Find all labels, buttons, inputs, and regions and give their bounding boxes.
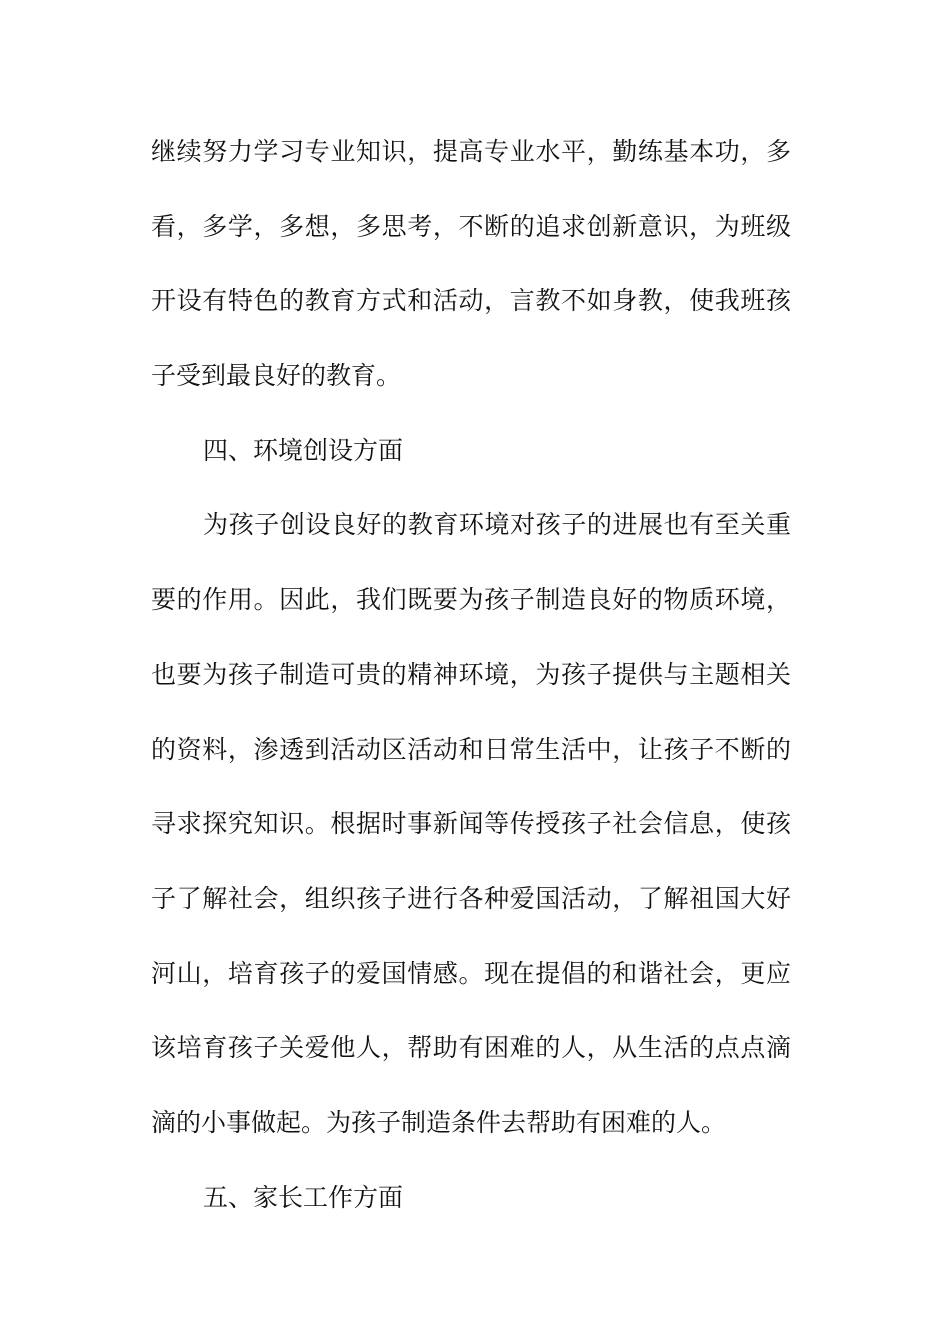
text-line: 也要为孩子制造可贵的精神环境，为孩子提供与主题相关 <box>151 659 791 689</box>
text-line: 滴的小事做起。为孩子制造条件去帮助有困难的人。 <box>151 1107 727 1137</box>
text-line: 子受到最良好的教育。 <box>151 361 402 391</box>
text-line: 看，多学，多想，多思考，不断的追求创新意识，为班级 <box>151 211 791 241</box>
text-line: 寻求探究知识。根据时事新闻等传授孩子社会信息，使孩 <box>151 809 791 839</box>
text-line: 该培育孩子关爱他人，帮助有困难的人，从生活的点点滴 <box>151 1033 791 1063</box>
text-line: 子了解社会，组织孩子进行各种爱国活动，了解祖国大好 <box>151 883 791 913</box>
text-line: 要的作用。因此，我们既要为孩子制造良好的物质环境， <box>151 585 791 615</box>
text-line: 为孩子创设良好的教育环境对孩子的进展也有至关重 <box>203 510 791 540</box>
text-line: 的资料，渗透到活动区活动和日常生活中，让孩子不断的 <box>151 734 791 764</box>
text-line: 继续努力学习专业知识，提高专业水平，勤练基本功，多 <box>151 137 791 166</box>
text-line: 开设有特色的教育方式和活动，言教不如身教，使我班孩 <box>151 286 791 316</box>
section-heading-environment: 四、环境创设方面 <box>203 435 404 465</box>
section-heading-parents: 五、家长工作方面 <box>203 1182 404 1212</box>
document-body <box>151 126 791 1246</box>
text-line: 河山，培育孩子的爱国情感。现在提倡的和谐社会，更应 <box>151 958 791 988</box>
